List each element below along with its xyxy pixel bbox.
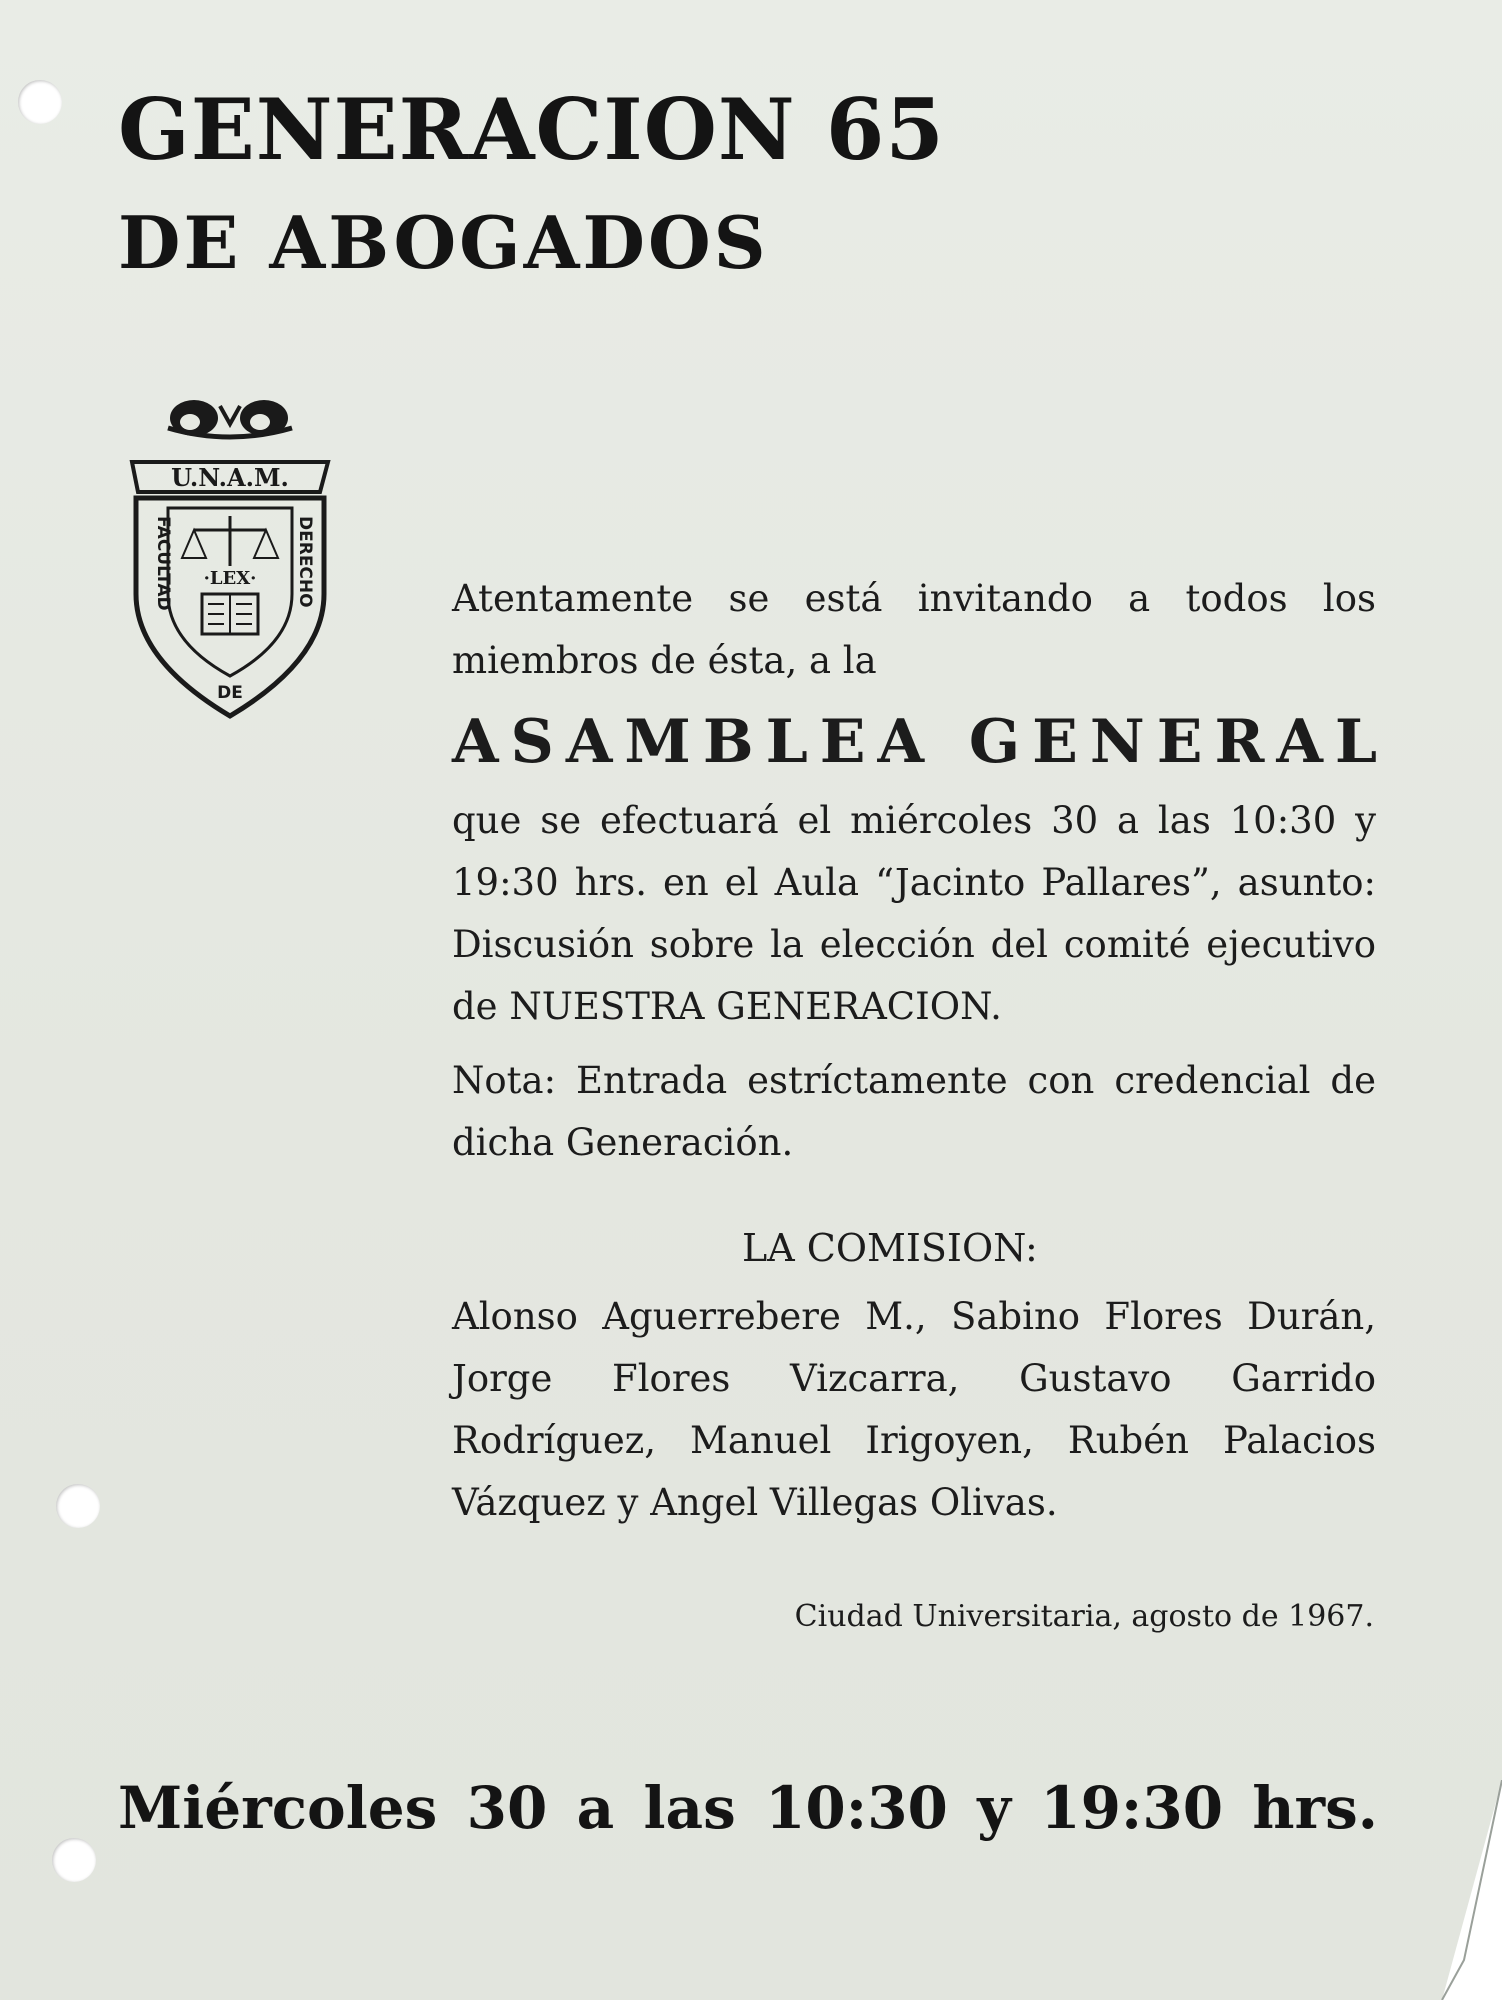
folded-corner-icon	[1392, 1780, 1502, 2000]
event-details: que se efectuará el miércoles 30 a las 10:30 y 19:30 hrs. en el Aula “Jacinto Pallares”, asunto: Discusión sobre la elección del comité ejecutivo de NUESTRA GENERACION.	[452, 799, 1376, 1028]
footer-word: 30	[466, 1774, 548, 1842]
commission-members: Alonso Aguerrebere M., Sabino Flores Durán, Jorge Flores Vizcarra, Gustavo Garrido Rodríguez, Manuel Irigoyen, Rubén Palacios Vázquez y Angel Villegas Olivas.	[452, 1295, 1376, 1524]
footer-word: las	[643, 1774, 736, 1842]
title-line-2: DE ABOGADOS	[118, 200, 769, 285]
place-and-date: Ciudad Universitaria, agosto de 1967.	[794, 1599, 1374, 1634]
unam-shield-logo-icon	[128, 398, 332, 720]
invitation-text: Atentamente se está invitando a todos los miembros de ésta, a la	[452, 577, 1376, 682]
footer-schedule	[118, 1768, 1378, 1848]
entry-note: Nota: Entrada estríctamente con credencial de dicha Generación.	[452, 1059, 1376, 1164]
punch-hole-middle	[56, 1484, 100, 1528]
footer-word: 19:30	[1040, 1774, 1224, 1842]
logo-right-text: DERECHO	[295, 516, 315, 608]
punch-hole-top	[18, 80, 62, 124]
footer-word: hrs.	[1252, 1774, 1378, 1842]
logo-center-text: ·LEX·	[203, 568, 257, 589]
footer-word: y	[977, 1774, 1011, 1842]
logo-left-text: FACULTAD	[153, 516, 173, 611]
event-headline: ASAMBLEA GENERAL	[452, 707, 1390, 777]
footer-word: 10:30	[765, 1774, 948, 1842]
punch-hole-bottom	[52, 1838, 96, 1882]
logo-top-text: U.N.A.M.	[171, 463, 289, 492]
logo-bottom-text: DE	[217, 683, 243, 703]
title-line-1: GENERACION 65	[118, 80, 945, 179]
footer-word: a	[576, 1774, 615, 1842]
commission-title: LA COMISION:	[742, 1226, 1038, 1270]
footer-word: Miércoles	[118, 1774, 438, 1842]
